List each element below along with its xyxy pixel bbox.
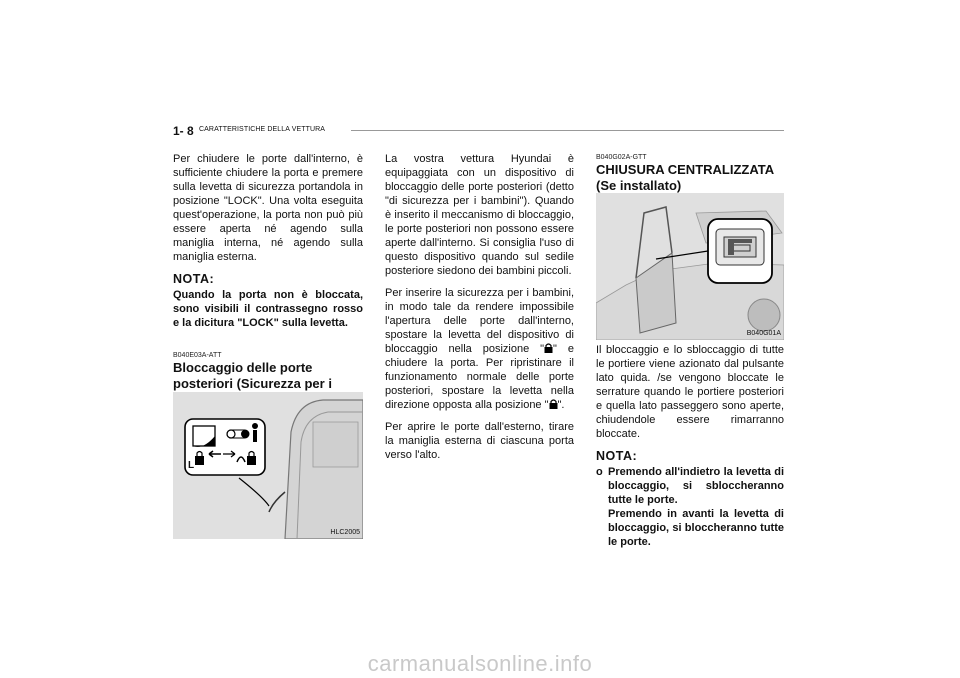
section-title-child-lock: Bloccaggio delle porte posteriori (Sicurezza per i [173,360,332,391]
child-lock-figure [173,392,363,539]
nota-text: Quando la porta non è bloccata, sono visibili il contrassegno rosso e la dicitura "LOCK" sulla levetta. [173,289,363,329]
central-locking-paragraph: Il bloccaggio e lo sbloccaggio di tutte le portiere viene azionato dal pulsante lato quida. /se vengono bloccate le serrature quando le portiere posteriori e quella lato passeggero sono aperte, chiudendole essere rimarranno bloccate. [596,344,784,440]
central-locking-illustration [596,193,784,340]
header-rule [351,130,784,131]
nota-heading: NOTA: [173,272,215,286]
figure-label-hlc2005: HLC2005 [330,529,360,536]
lock-icon-2 [549,399,558,409]
lock-icon [544,343,553,353]
nota-list-text [608,465,784,549]
list-item [596,465,784,549]
instructions-part-c: ". [557,399,565,411]
figure-letter-l: L [188,460,195,471]
watermark: carmanualsonline.info [367,651,593,676]
column-right [596,343,784,549]
child-lock-intro: La vostra vettura Hyundai è equipaggiata con un dispositivo di bloccaggio delle porte posteriori (detto "di sicurezza per i bambini"). Quando è inserito il meccanismo di bloccaggio, le porte posteriori non possono essere aperte dall'interno. Si consiglia l'uso di questo dispositivo quando sul sedile posteriore siedono dei bambini piccoli. [385,153,574,277]
page-number: 1- 8 [173,124,194,138]
child-lock-illustration [173,392,363,539]
outside-open-paragraph: Per aprire le porte dall'esterno, tirare la maniglia esterna di ciascuna porta verso l'alto. [385,421,574,461]
nota-item-a: Premendo all'indietro la levetta di bloccaggio, si sbloccheranno tutte le porte. [608,466,784,506]
section-header: CARATTERISTICHE DELLA VETTURA [199,126,326,133]
instructions-part-b: " e chiudere la porta. Per ripristinare il funzionamento normale delle porte posteriori, spostare la levetta nella direzione opposta alla posizione " [385,343,574,411]
section-code-central-locking: B040G02A-GTT [596,154,647,161]
central-locking-figure [596,193,784,340]
intro-paragraph: Per chiudere le porte dall'interno, è sufficiente chiudere la porta e premere sulla levetta di sicurezza portandola in posizione "LOCK". Una volta eseguita quest'operazione, la porta non può più essere aperta né agendo sulla maniglia interna, né agendo sulla maniglia esterna. [173,153,363,263]
section-code-child-lock: B040E03A-ATT [173,352,222,359]
list-marker: o [596,466,603,478]
column-left [173,152,363,338]
child-lock-instructions [385,286,574,412]
section-title-central-locking: CHIUSURA CENTRALIZZATA (Se installato) [596,162,774,193]
figure-label-b040g01a: B040G01A [746,330,781,337]
nota-heading-2: NOTA: [596,449,638,463]
instructions-part-a: Per inserire la sicurezza per i bambini, in modo tale da rendere impossibile l'apertura delle porte dall'interno, spostare la levetta del dispositivo di bloccaggio nella posizione " [385,287,574,355]
column-middle [385,152,574,470]
nota-item-b: Premendo in avanti la levetta di bloccaggio, si bloccheranno tutte le porte. [608,508,784,548]
